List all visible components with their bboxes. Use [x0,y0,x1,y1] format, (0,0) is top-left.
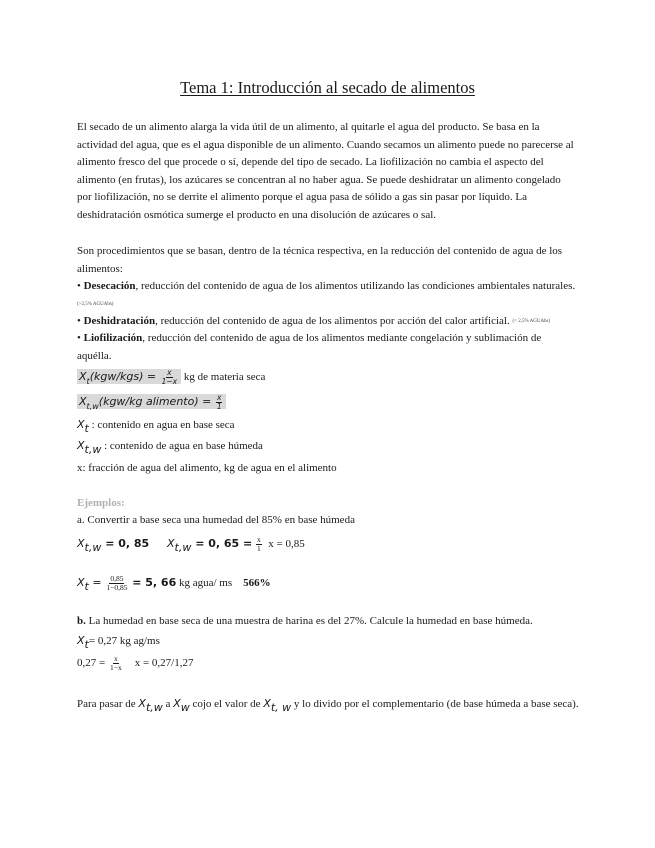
term-liofilizacion: Liofilización [83,332,143,344]
example-b-statement: b. La humedad en base seca de una muestra de harina es del 27%. Calcule la humedad en base húmeda. [77,615,533,627]
example-b-equation: 0,27 = $\frac{x}{1-x}$ x = 0,27/1,27 [77,654,194,672]
procedures-intro: Son procedimientos que se basan, dentro de la técnica respectiva, en la reducción del contenido de agua de los alimentos: [77,245,563,275]
procedure-item-liofilizacion [77,330,577,365]
bullet: • [77,315,81,328]
examples-heading: Ejemplos: [77,497,125,509]
formula-xtw [77,393,226,411]
example-a-statement: a. Convertir a base seca una humedad del 85% en base húmeda [77,514,355,526]
procedure-text: , reducción del contenido de agua de los alimentos por acción del calor artificial. [155,315,510,328]
procedure-note: (>2,5% AGUAbs) [77,301,114,307]
example-a-eq2: $X_{t,w} = 0$, 65 = $\frac{x}{1}$ x = 0,85 [167,534,305,554]
procedure-text: , reducción del contenido de agua de los alimentos utilizando las condiciones ambientales naturales. [135,280,576,292]
procedure-note: (< 2,5% AGUAbs) [512,319,551,324]
example-a-eq1: $X_{t,w} = 0$, 85 [77,537,150,554]
closing-line: Para pasar de $X_{t,w}$ a $X_w$ cojo el valor de $X_{t, w}$ y lo divido por el complementario (de base húmeda a base seca). [77,697,579,714]
example-b-given: $X_t= 0,27$ kg ag/ms [77,634,160,651]
formula-xt-highlight: $X_t(kgw/kgs)$ = $\frac{x}{1-x}$ [77,369,181,384]
bullet: • [77,280,81,292]
definition-xt: $X_t$ : contenido en agua en base seca [77,418,235,435]
document-title: Tema 1: Introducción al secado de alimentos [180,78,475,97]
procedure-item-deshidratacion [77,313,550,330]
procedure-text: , reducción del contenido de agua de los alimentos mediante congelación y sublimación de aquélla. [77,332,542,362]
formula-xtw-highlight: $X_{t,w}(kgw/kg$ alimento) = $\frac{x}{1}$ [77,394,226,409]
bullet: • [77,332,81,344]
term-desecacion: Desecación [83,280,136,292]
term-deshidratacion: Deshidratación [83,315,156,328]
definition-x: x: fracción de agua del alimento, kg de agua en el alimento [77,462,337,474]
formula-xt [77,368,265,386]
procedure-item-desecacion [77,278,577,313]
intro-paragraph: El secado de un alimento alarga la vida útil de un alimento, al quitarle el agua del producto. Se basa en la actividad del agua, que es el agua disponible de un alimento. Cuando secamos un alimento puede no parecerse al alimento fresco del que procede o sí, depende del tipo de secado. La liofilización no cambia el aspecto del alimento (en frutas), los azúcares se concentran al no haber agua. Se puede deshidratar un alimento congelado por liofilización, no se derrite el alimento porque el agua pasa de sólido a gas sin pasar por líquido. La deshidratación osmótica sumerge el producto en una disolución de azúcares o sal. [77,121,574,221]
example-a-eq3: $X_t$ = $\frac{0,85}{1-0,85}$ = 5, 66 kg agua/ ms 566% [77,573,271,593]
formula-xt-tail: kg de materia seca [183,371,266,383]
definition-xtw: $X_{t,w}$ : contenido de agua en base húmeda [77,439,263,456]
